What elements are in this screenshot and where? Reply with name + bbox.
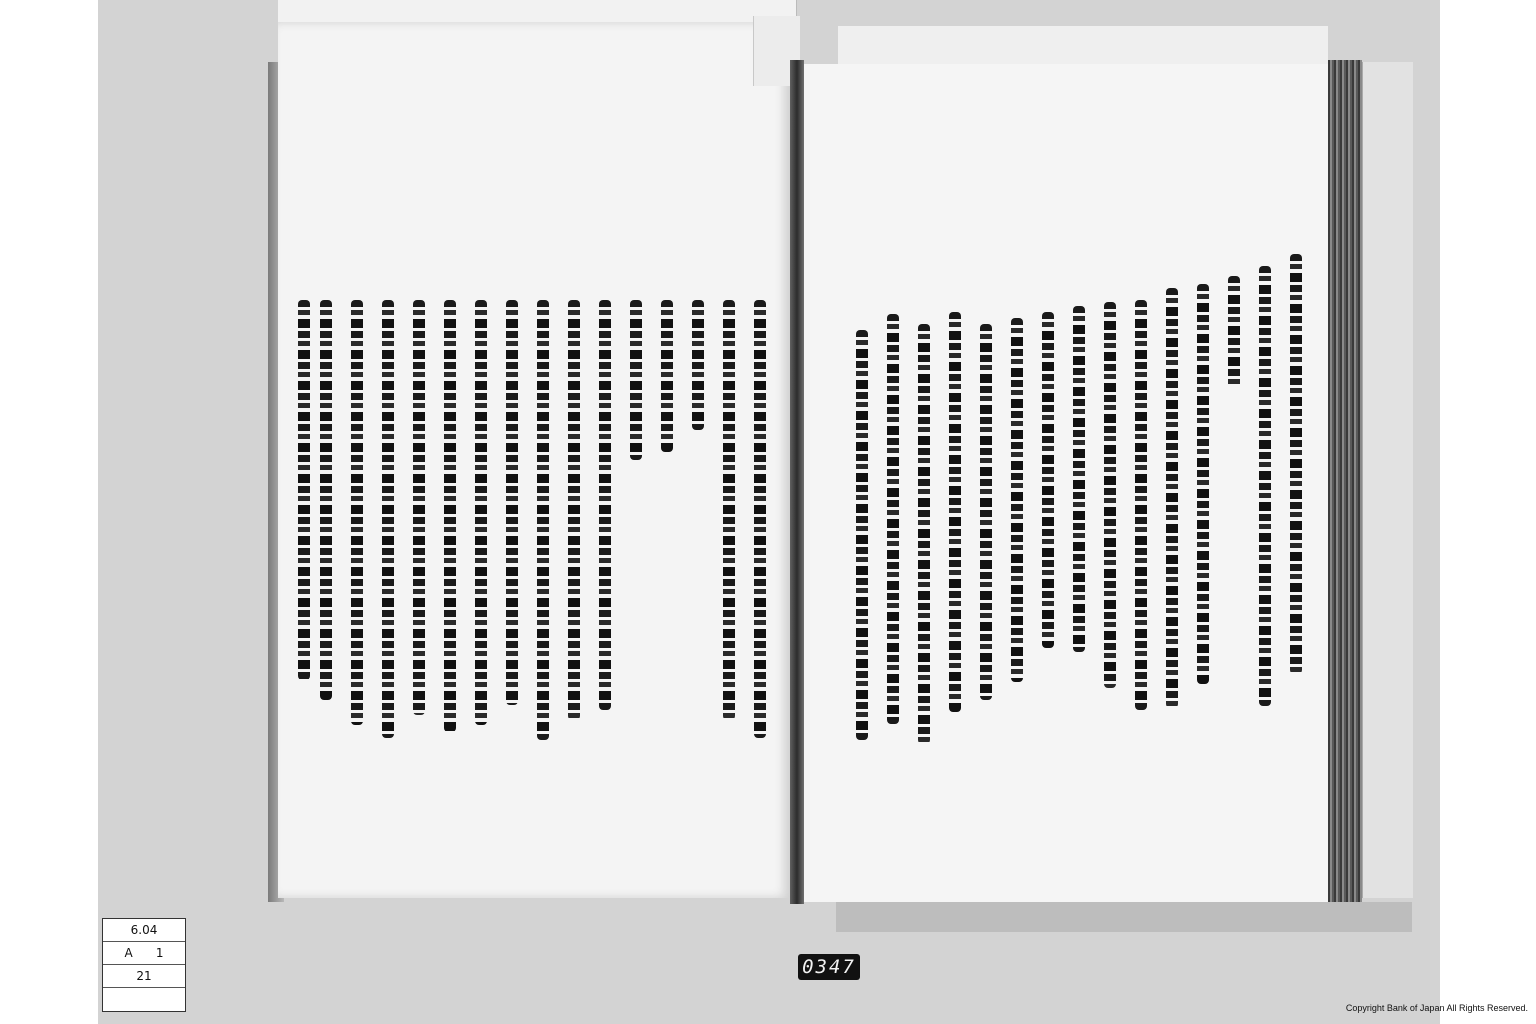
text-column: [568, 300, 580, 720]
catalog-series: A: [124, 946, 133, 960]
text-column: [1290, 254, 1302, 674]
handwritten-text-left: [298, 300, 788, 750]
text-column: [661, 300, 673, 452]
catalog-label: [102, 918, 186, 1012]
catalog-line: [103, 988, 185, 1010]
text-column: [599, 300, 611, 710]
book-cover-right: [1362, 62, 1413, 898]
text-column: [1228, 276, 1240, 388]
book-shadow: [836, 902, 1412, 932]
handwritten-text-right: [838, 300, 1328, 750]
text-column: [692, 300, 704, 430]
text-column: [1042, 312, 1054, 648]
text-column: [298, 300, 310, 680]
text-column: [1104, 302, 1116, 688]
text-column: [1073, 306, 1085, 652]
text-column: [723, 300, 735, 720]
text-column: [1011, 318, 1023, 682]
text-column: [887, 314, 899, 724]
page-stack-right: [838, 26, 1328, 67]
catalog-line: 21: [103, 965, 185, 988]
book-gutter: [790, 60, 804, 904]
copyright-notice: Copyright Bank of Japan All Rights Reserved.: [1345, 1003, 1528, 1013]
text-column: [506, 300, 518, 705]
text-column: [856, 330, 868, 740]
text-column: [444, 300, 456, 732]
text-column: [918, 324, 930, 744]
text-column: [1166, 288, 1178, 708]
text-column: [320, 300, 332, 700]
text-column: [537, 300, 549, 740]
text-column: [1259, 266, 1271, 706]
text-column: [980, 324, 992, 700]
catalog-line: [103, 942, 185, 965]
text-column: [754, 300, 766, 738]
text-column: [351, 300, 363, 725]
text-column: [949, 312, 961, 712]
text-column: [382, 300, 394, 738]
text-column: [413, 300, 425, 715]
frame-number: 0347: [798, 954, 860, 980]
catalog-volume: 1: [155, 946, 164, 960]
text-column: [475, 300, 487, 725]
text-column: [630, 300, 642, 460]
catalog-line: 6.04: [103, 919, 185, 942]
text-column: [1135, 300, 1147, 710]
page-edges-right: [1328, 60, 1362, 906]
text-column: [1197, 284, 1209, 684]
